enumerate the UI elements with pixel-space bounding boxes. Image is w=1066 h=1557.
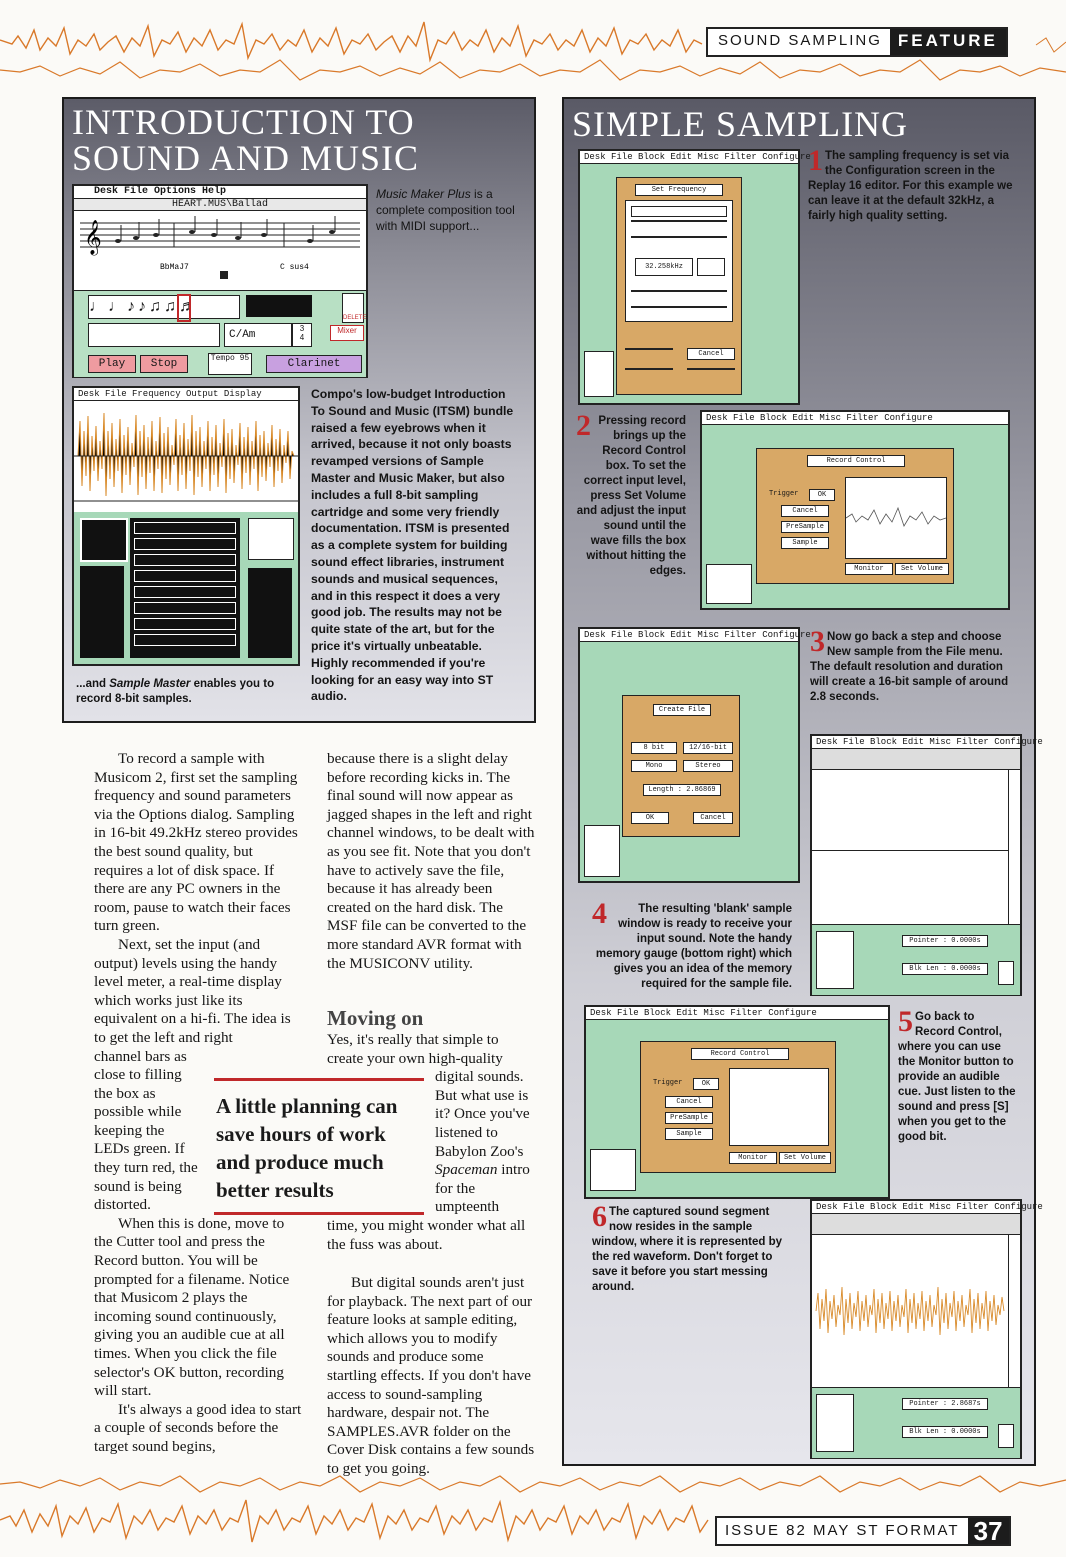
section-name: SOUND SAMPLING (718, 32, 882, 49)
captured-waveform (812, 1235, 1008, 1387)
sample-button-2[interactable]: Sample (665, 1128, 713, 1140)
mmp-instrument[interactable]: Clarinet (266, 355, 362, 373)
step3-screenshot (578, 627, 811, 883)
mmp-delete-button[interactable]: DELETE (342, 293, 364, 323)
mmp-caption-text: is a complete composition tool with MIDI support... (376, 187, 515, 233)
issue-label: ISSUE 82 MAY ST FORMAT (725, 1522, 960, 1539)
step6-status (812, 1387, 1020, 1458)
step3-text: Now go back a step and choose New sample from the File menu. The default resolution and duration will create a 16-bit sample of around 2.8 seconds. (810, 631, 1009, 703)
create-ok-button[interactable]: OK (631, 812, 669, 824)
create-file-label: Create File (653, 704, 711, 716)
presample-button[interactable]: PreSample (781, 521, 829, 533)
step2-screenshot (700, 410, 1010, 610)
mmp-note-palette[interactable]: ♩♩♪♪♫♫♬ (88, 295, 240, 319)
memory-gauge (998, 961, 1014, 985)
set-volume-button-2[interactable]: Set Volume (779, 1152, 831, 1164)
sm-menubar: Desk File Frequency Output Display (74, 388, 298, 401)
step5-screenshot (584, 1005, 890, 1199)
set-frequency-dialog (616, 177, 742, 395)
step4-screenshot (810, 734, 1043, 996)
intro-title-line1: INTRODUCTION TO (72, 102, 415, 142)
step2-caption (576, 409, 686, 579)
trigger-label-2: Trigger (653, 1079, 683, 1087)
col1-para2-b: channel bars as close to filling the box as possible while keeping the LEDs green. If they turn red, the sound is being distorted. (94, 1047, 198, 1214)
length-field[interactable]: Length : 2.86869 (643, 784, 721, 796)
step5-number: 5 (898, 1005, 913, 1038)
feature-tag: FEATURE (890, 29, 1006, 55)
step3-caption (810, 625, 1020, 705)
freq-btn[interactable] (655, 236, 679, 238)
freq-btn[interactable] (703, 236, 727, 238)
mmp-stop-button[interactable]: Stop (140, 355, 188, 373)
snap-freq-button[interactable] (687, 368, 735, 370)
pullquote: A little planning can save hours of work and produce much better results (216, 1094, 398, 1202)
mmp-play-button[interactable]: Play (88, 355, 136, 373)
article-col2a: because there is a slight delay before recording kicks in. The final sound will now appear as jagged shapes in the left and right channel windows, to be dealt with as you see fit. Note that you don't have to actively save the file, because it has already been created on the hard disk. The MSF file can be converted to the more standard AVR format with the MUSICONV utility. (327, 750, 535, 972)
cancel-button-2[interactable]: Cancel (665, 1096, 713, 1108)
step4-number: 4 (592, 897, 607, 930)
blklen-readout: Blk Len : 0.0000s (902, 963, 988, 975)
mmp-caption (376, 186, 516, 234)
col1-para1: To record a sample with Musicom 2, first set the sampling frequency and sound parameters via the Options dialog. Sampling in 16-bit 49.2kHz stereo provides the best sound quality, but requires a lot of disk space. If there are any PC owners in the room, pause to watch their faces turn green. (94, 750, 298, 935)
blklen-readout-6: Blk Len : 0.0000s (902, 1426, 988, 1438)
step4-text: The resulting 'blank' sample window is ready to receive your input sound. Note the handy memory gauge (bottom right) which gives you an idea of the memory required for the sample file. (595, 903, 792, 990)
freq-btn[interactable] (631, 220, 655, 222)
freq-btn[interactable] (631, 236, 655, 238)
freq-btn[interactable] (679, 306, 703, 308)
set-frequency-label: Set Frequency (635, 184, 723, 196)
step4-menubar: Desk File Block Edit Misc Filter Configure (812, 736, 1020, 749)
bit16-button[interactable]: 12/16-bit (683, 742, 733, 754)
step1-caption (808, 144, 1022, 224)
step1-text: The sampling frequency is set via the Configuration screen in the Replay 16 editor. For this example we can leave it at the default 32kHz, a fairly high quality setting. (808, 150, 1013, 222)
mmp-mixer-button[interactable]: Mixer (330, 325, 364, 341)
sm-waveform (74, 401, 298, 511)
volume-wave (846, 478, 946, 558)
step1-number: 1 (808, 144, 823, 177)
sm-control-panel (74, 512, 298, 664)
step3-number: 3 (810, 625, 825, 658)
freq-btn[interactable] (703, 220, 727, 222)
set-volume-button[interactable]: Set Volume (895, 563, 949, 575)
sm-caption-title: Sample Master (109, 678, 191, 690)
pointer-readout-6: Pointer : 2.8687s (902, 1398, 988, 1410)
freq-btn[interactable] (631, 306, 655, 308)
record-control-label-2: Record Control (691, 1048, 789, 1060)
create-file-dialog (622, 695, 740, 837)
page-footer (715, 1516, 1011, 1546)
freq-ext[interactable] (631, 290, 727, 292)
mmp-rest-palette[interactable] (246, 295, 312, 317)
sample-master-screenshot (72, 386, 300, 666)
freq-presets[interactable] (631, 206, 727, 217)
step6-text: The captured sound segment now resides in the sample window, where it is represented by the red waveform. Don't forget to save it before you start messing around. (592, 1206, 783, 1293)
freq-btn[interactable] (679, 220, 703, 222)
freq-btn[interactable] (703, 306, 727, 308)
step5-caption (898, 1005, 1016, 1145)
simple-sampling-title: SIMPLE SAMPLING (572, 104, 909, 144)
stereo-button[interactable]: Stereo (683, 760, 733, 772)
pullquote-top-rule (214, 1078, 424, 1081)
mmp-menubar: Desk File Options Help (74, 186, 366, 199)
step4-caption (592, 897, 792, 992)
moving-on-subhead: Moving on (327, 1006, 424, 1030)
monitor-button[interactable]: Monitor (845, 563, 893, 575)
step1-screenshot (578, 149, 811, 405)
trigger-value-2[interactable]: OK (693, 1078, 719, 1090)
step2-text: Pressing record brings up the Record Control box. To set the correct input level, press Set Volume and adjust the input sound until the wave fills the box without hitting the edges. (576, 415, 686, 577)
step2-menubar: Desk File Block Edit Misc Filter Configure (702, 412, 1008, 425)
mono-button[interactable]: Mono (631, 760, 677, 772)
mmp-tempo[interactable]: Tempo 95 (208, 353, 252, 375)
sm-button-grid[interactable] (130, 518, 240, 658)
intro-title-line2: SOUND AND MUSIC (72, 138, 420, 178)
step5-transport[interactable] (590, 1149, 636, 1191)
sm-caption-text: enables you to record 8-bit samples. (76, 678, 275, 705)
record-control-label: Record Control (807, 455, 905, 467)
step5-menubar: Desk File Block Edit Misc Filter Configure (586, 1007, 888, 1020)
sm-caption (76, 677, 306, 707)
step3-menubar: Desk File Block Edit Misc Filter Configure (580, 629, 798, 642)
col1-para2-a: Next, set the input (and output) levels using the handy level meter, a real-time display which works just like its equivalent on a hi-fi. The idea is to get the left and right (94, 935, 291, 1046)
step5-text: Go back to Record Control, where you can use the Monitor button to provide an audible cue. Just listen to the sound and press [S] when you get to the good bit. (898, 1011, 1016, 1143)
pointer-readout: Pointer : 0.0000s (902, 935, 988, 947)
cancel-button[interactable]: Cancel (781, 505, 829, 517)
sm-caption-pre: ...and (76, 678, 110, 690)
music-maker-screenshot (72, 184, 368, 378)
mmp-caption-title: Music Maker Plus (376, 187, 471, 201)
freq-btn[interactable] (655, 220, 679, 222)
itsm-review-text: Compo's low-budget Introduction To Sound and Music (ITSM) bundle raised a few eyebrows when it arrived, because it not only boasts revamped versions of Sample Master and Music Maker, but also includes a full 8-bit sampling cartridge and some very friendly documentation. ITSM is presented as a complete system for building sound effect libraries, instrument sounds and musical sequences, and in this respect it does a very good job. The results may not be quite state of the art, but for the price it's virtually unbeatable. Highly recommended if you're looking for an easy way into ST audio. (311, 387, 514, 704)
mmp-staff (74, 211, 366, 281)
monitor-button-2[interactable]: Monitor (729, 1152, 777, 1164)
mmp-filename: HEART.MUS\Ballad (74, 199, 366, 211)
col1-para3: When this is done, move to the Cutter tool and press the Record button. You will be prompted for a filename. Notice that Musicom 2 plays the incoming sound continuously, giving you an audible cue at all times. When you click the file selector's OK button, recording will start. (94, 1214, 290, 1400)
svg-text:𝄞: 𝄞 (84, 220, 102, 255)
record-control-dialog-2 (640, 1041, 836, 1173)
mmp-chord1: BbMaJ7 (160, 263, 189, 272)
step6-screenshot (810, 1199, 1043, 1459)
freq-btn[interactable] (655, 306, 679, 308)
freq-value[interactable]: 32.258kHz (635, 258, 693, 276)
col1-para4: It's always a good idea to start a couple of seconds before the target sound begins, (94, 1400, 302, 1455)
bit8-button[interactable]: 8 bit (631, 742, 677, 754)
step6-menubar: Desk File Block Edit Misc Filter Configure (812, 1201, 1020, 1214)
freq-btn[interactable] (679, 236, 703, 238)
create-cancel-button[interactable]: Cancel (693, 812, 733, 824)
step4-transport[interactable] (816, 931, 854, 989)
sample-button[interactable]: Sample (781, 537, 829, 549)
step2-transport[interactable] (706, 564, 752, 604)
step6-number: 6 (592, 1200, 607, 1233)
mmp-key[interactable]: C/Am (224, 323, 292, 347)
step2-number: 2 (576, 409, 591, 442)
sm-left-buttons[interactable] (80, 566, 124, 658)
change-freq-button[interactable] (625, 348, 673, 350)
sm-right-buttons[interactable] (248, 568, 292, 658)
step1-transport[interactable] (584, 351, 614, 397)
trigger-label: Trigger (769, 490, 799, 498)
step1-menubar: Desk File Block Edit Misc Filter Configure (580, 151, 798, 164)
step6-transport[interactable] (816, 1394, 854, 1452)
step4-status (812, 924, 1020, 995)
mmp-toolbar: ♩♩♪♪♫♫♬ DELETE C/Am 3 4 Mixer Play Stop Tempo 95 Clarinet (74, 290, 366, 377)
step6-caption (592, 1200, 792, 1295)
freq-cancel-button[interactable]: Cancel (687, 348, 735, 360)
trigger-value[interactable]: OK (809, 489, 835, 501)
mmp-clef-panel[interactable] (88, 323, 220, 347)
resample-button[interactable] (625, 368, 673, 370)
page-number: 37 (968, 1518, 1009, 1544)
presample-button-2[interactable]: PreSample (665, 1112, 713, 1124)
freq-other[interactable] (697, 258, 725, 276)
article-col2b: Yes, it's really that simple to create your own high-quality digital sounds. But what use is it? Once you've listened to Babylon Zoo's Spaceman intro for the umpteenth time, you might wonder what all the fuss was about. (327, 1031, 530, 1253)
step3-transport[interactable] (584, 825, 620, 877)
pullquote-bottom-rule (214, 1212, 424, 1215)
article-col2c: But digital sounds aren't just for playback. The next part of our feature looks at sample editing, which allows you to modify sounds and produce some startling effects. If you don't have access to sound-sampling hardware, despair not. The SAMPLES.AVR folder on the Cover Disk contains a few sounds to get you going. (327, 1274, 535, 1477)
section-header (706, 27, 1008, 57)
memory-gauge-6 (998, 1424, 1014, 1448)
record-control-dialog (756, 448, 954, 584)
mmp-chord2: C sus4 (280, 263, 309, 272)
